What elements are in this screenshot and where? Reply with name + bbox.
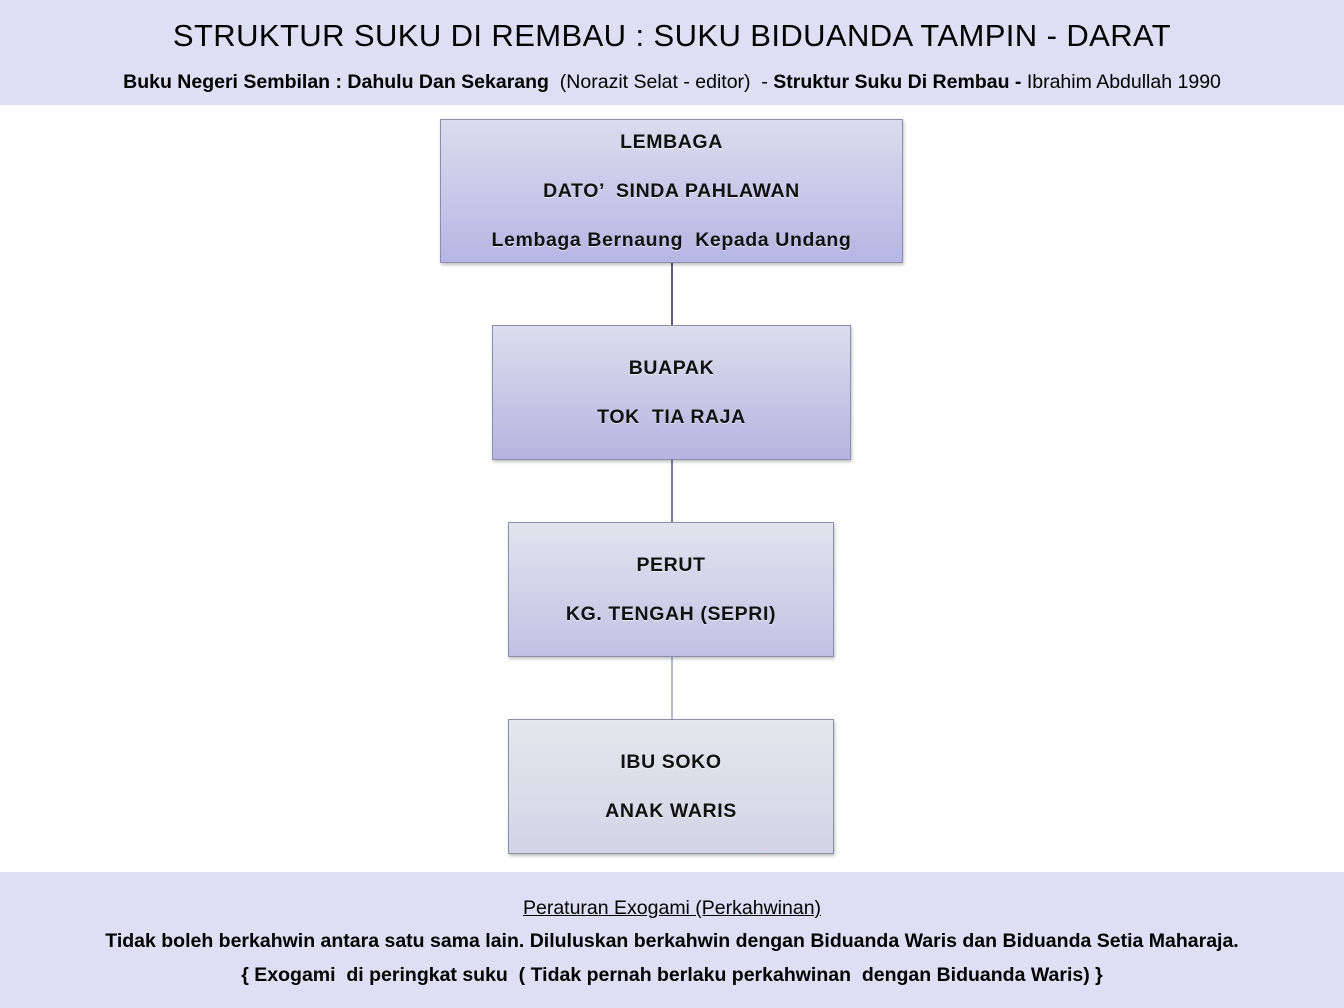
box-ibu-soko [508,719,834,854]
box-lembaga-level: LEMBAGA [620,130,723,153]
page-title: STRUKTUR SUKU DI REMBAU : SUKU BIDUANDA TAMPIN - DARAT [172,18,1172,53]
connector-perut-ibusoko [671,657,673,720]
rule-line-1: Tidak boleh berkahwin antara satu sama lain. Diluluskan berkahwin dengan Biduanda Waris dan Biduanda Setia Maharaja. [105,930,1239,952]
subtitle-editor: (Norazit Selat - editor) - [548,71,774,93]
box-buapak-name: TOK TIA RAJA [597,405,746,428]
connector-buapak-perut [671,460,673,523]
rule-line-2: { Exogami di peringkat suku ( Tidak pernah berlaku perkahwinan dengan Biduanda Waris) } [241,964,1103,986]
box-perut [508,522,834,657]
subtitle-book: Buku Negeri Sembilan : Dahulu Dan Sekarang [123,71,549,93]
box-perut-level: PERUT [636,553,706,576]
subtitle-author: Ibrahim Abdullah 1990 [1021,71,1221,93]
subtitle-chapter: Struktur Suku Di Rembau - [773,71,1022,93]
box-ibu-soko-level: IBU SOKO [620,750,722,773]
box-buapak-level: BUAPAK [628,356,715,379]
rule-title: Peraturan Exogami (Perkahwinan) [522,897,822,919]
box-lembaga [440,119,903,263]
box-lembaga-note: Lembaga Bernaung Kepada Undang [491,228,852,251]
box-lembaga-name: DATO’ SINDA PAHLAWAN [543,179,800,202]
box-ibu-soko-name: ANAK WARIS [605,799,737,822]
connector-lembaga-buapak [671,263,673,326]
box-perut-name: KG. TENGAH (SEPRI) [565,602,777,625]
page-subtitle [0,71,1344,94]
box-buapak [492,325,851,460]
